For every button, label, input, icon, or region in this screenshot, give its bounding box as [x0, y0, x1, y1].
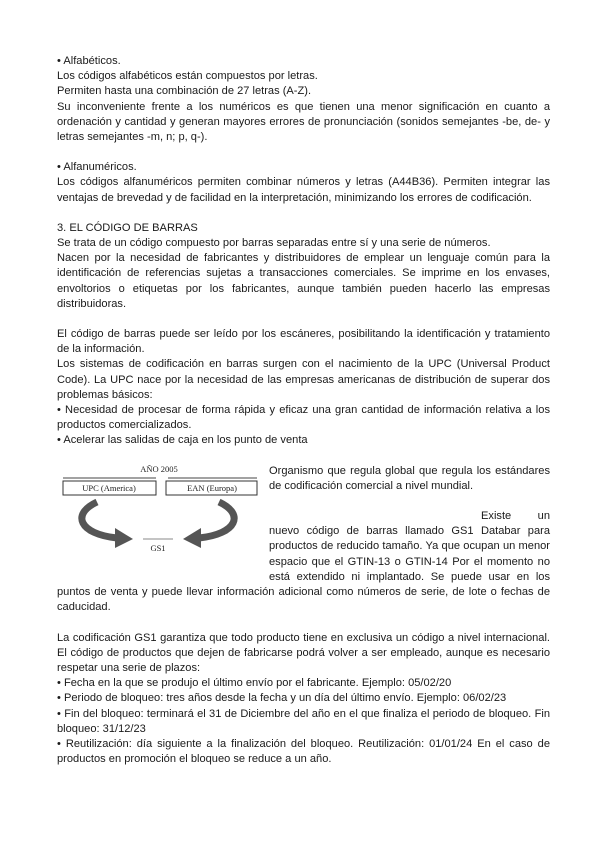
spacer [57, 616, 550, 631]
spacer [57, 206, 550, 221]
spacer [57, 145, 550, 160]
alfanumericos-heading: • Alfanuméricos. [57, 161, 137, 174]
right-arrow-head-icon [183, 528, 201, 548]
gs1-side-paragraph-2: Existe un nuevo código de barras llamado GS1 Databar para productos de reducido tamaño. Ya que ocupan un menor espacio que el GTIN-13 o GTIN-14 Por el momento no está extendido ni implantado. Se puede usar en los puntos de venta y puede llevar información adicional como números de serie, de lote o fechas de caducidad. [57, 510, 550, 614]
left-curved-arrow [82, 502, 117, 538]
alfabeticos-heading: • Alfabéticos. [57, 55, 121, 67]
upc-ean-gs1-diagram [57, 464, 261, 582]
left-arrow-head-icon [115, 528, 133, 548]
diagram-year-label: AÑO 2005 [140, 463, 178, 474]
spacer [269, 494, 550, 509]
gs1-paragraph-1: La codificación GS1 garantiza que todo producto tiene en exclusiva un código a nivel internacional. El código de productos que dejen de fabricarse podrá volver a ser empleado, aunque es necesario respetar una serie de plazos: [57, 631, 550, 674]
gs1-side-paragraph-1: Organismo que regula global que regula los estándares de codificación comercial a nivel mundial. [269, 464, 550, 492]
codigo-barras-bullet-2: • Acelerar las salidas de caja en los punto de venta [57, 434, 308, 447]
codigo-barras-bullet-1: • Necesidad de procesar de forma rápida y eficaz una gran cantidad de información relativa a los productos comercializados. [57, 404, 550, 432]
gs1-section [57, 464, 550, 616]
gs1-bullet-1: • Fecha en la que se produjo el último envío por el fabricante. Ejemplo: 05/02/20 [57, 677, 452, 690]
alfabeticos-line-2: Permiten hasta una combinación de 27 letras (A-Z). [57, 85, 312, 98]
gs1-bullet-4: • Reutilización: día siguiente a la finalización del bloqueo. Reutilización: 01/01/24 En el caso de productos en promoción el bloqueo se reduce a un año. [57, 737, 550, 766]
alfabeticos-line-3: Su inconveniente frente a los numéricos es que tienen una menor significación en cuanto a ordenación y cantidad y generan mayores errores de pronunciación (sonidos semejantes -be, de- y letras semejantes -m, n; p, q-). [57, 100, 550, 144]
diagram-svg [57, 464, 261, 582]
codigo-barras-paragraph-2: Nacen por la necesidad de fabricantes y distribuidores de emplear un lenguaje común para la identificación de referencias sujetas a transacciones comerciales. Se imprime en los envases, envoltorios o etiquetas por los fabricantes, aunque también pueden hacerlo las empresas distribuidoras. [57, 252, 550, 310]
ean-label: EAN (Europa) [187, 482, 237, 493]
codigo-barras-paragraph-3: El código de barras puede ser leído por los escáneres, posibilitando la identificación y tratamiento de la información. [57, 328, 550, 356]
right-curved-arrow [199, 502, 234, 538]
codigo-barras-paragraph-1: Se trata de un código compuesto por barras separadas entre sí y una serie de números. [57, 237, 491, 250]
gs1-label: GS1 [150, 542, 166, 553]
alfabeticos-line-1: Los códigos alfabéticos están compuestos por letras. [57, 70, 318, 83]
alfanumericos-text: Los códigos alfanuméricos permiten combinar números y letras (A44B36). Permiten integrar las ventajas de brevedad y de facilidad en la interpretación, minimizando los errores de codificación. [57, 176, 550, 204]
section-heading-codigo-barras: 3. EL CÓDIGO DE BARRAS [57, 221, 198, 234]
gs1-bullet-3: • Fin del bloqueo: terminará el 31 de Diciembre del año en el que finaliza el periodo de bloqueo. Fin bloqueo: 31/12/23 [57, 707, 550, 735]
gs1-bullet-2: • Periodo de bloqueo: tres años desde la fecha y un día del último envío. Ejemplo: 06/02/23 [57, 692, 507, 705]
upc-label: UPC (America) [82, 482, 136, 493]
spacer [57, 312, 550, 327]
document-page [57, 54, 550, 767]
codigo-barras-paragraph-4: Los sistemas de codificación en barras surgen con el nacimiento de la UPC (Universal Product Code). La UPC nace por la necesidad de las empresas americanas de distribución de superar dos problemas básicos: [57, 358, 550, 401]
